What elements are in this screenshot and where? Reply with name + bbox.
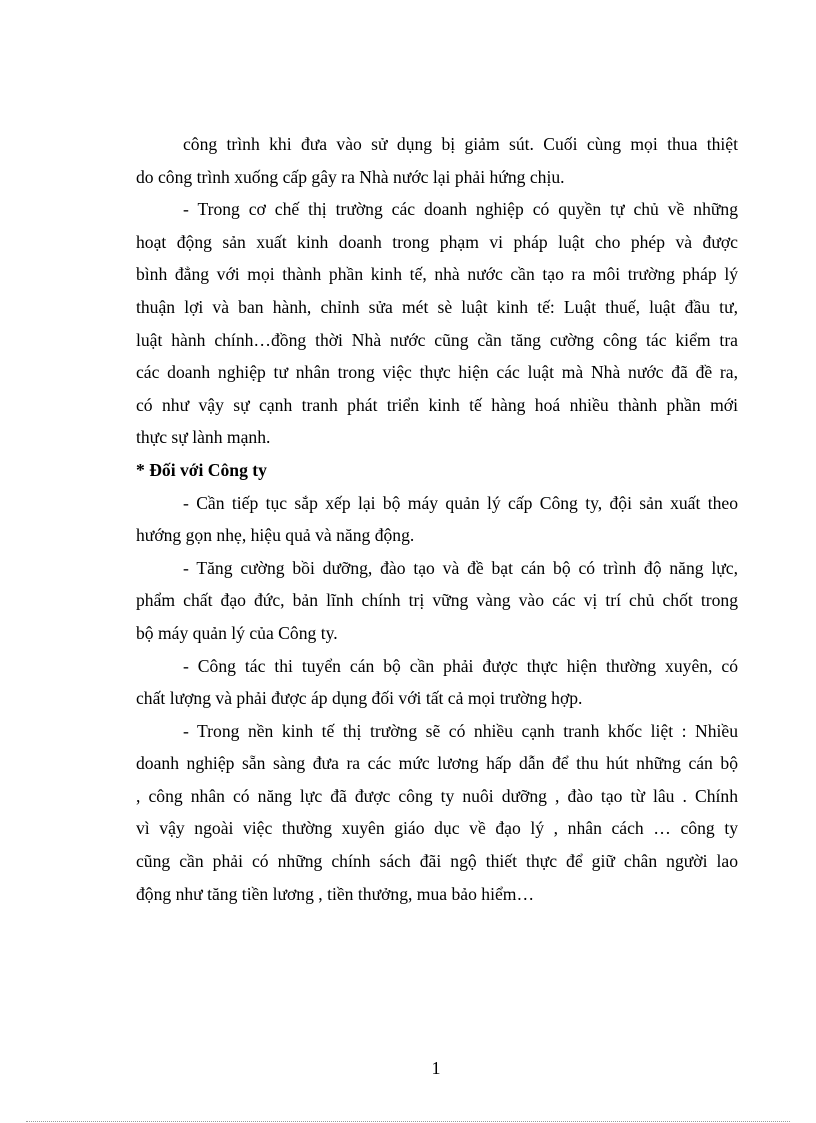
text-line: luật hành chính…đồng thời Nhà nước cũng cần tăng cường công tác kiểm tra: [136, 329, 738, 350]
text-line: - Trong nền kinh tế thị trường sẽ có nhiều cạnh tranh khốc liệt : Nhiều: [183, 720, 738, 741]
text-line: chất lượng và phải được áp dụng đối với tất cả mọi trường hợp.: [136, 688, 583, 709]
paragraph: [136, 487, 738, 552]
text-line: cũng cần phải có những chính sách đãi ngộ thiết thực để giữ chân người lao: [136, 851, 738, 872]
text-line: thực sự lành mạnh.: [136, 427, 271, 448]
footer-divider: [26, 1121, 790, 1122]
text-line: các doanh nghiệp tư nhân trong việc thực hiện các luật mà Nhà nước đã đề ra,: [136, 362, 738, 383]
text-line: doanh nghiệp sẵn sàng đưa ra các mức lương hấp dẫn để thu hút những cán bộ: [136, 753, 738, 774]
paragraph: [136, 715, 738, 911]
text-line: thuận lợi và ban hành, chỉnh sửa mét sè luật kinh tế: Luật thuế, luật đầu tư,: [136, 296, 738, 317]
text-line: bộ máy quản lý của Công ty.: [136, 622, 338, 643]
paragraph: [136, 552, 738, 650]
text-line: có như vậy sự cạnh tranh phát triển kinh tế hàng hoá nhiều thành phần mới: [136, 394, 738, 415]
paragraph: [136, 650, 738, 715]
text-line: công trình khi đưa vào sử dụng bị giảm sút. Cuối cùng mọi thua thiệt: [183, 134, 738, 154]
text-line: hướng gọn nhẹ, hiệu quả và năng động.: [136, 525, 415, 546]
text-line: - Cần tiếp tục sắp xếp lại bộ máy quản lý cấp Công ty, đội sản xuất theo: [183, 492, 738, 513]
paragraph: [136, 193, 738, 454]
text-line: , công nhân có năng lực đã được công ty nuôi dưỡng , đào tạo từ lâu . Chính: [136, 785, 738, 806]
text-line: - Trong cơ chế thị trường các doanh nghiệp có quyền tự chủ về những: [183, 199, 738, 220]
text-line: do công trình xuống cấp gây ra Nhà nước lại phải hứng chịu.: [136, 166, 565, 187]
text-line: vì vậy ngoài việc thường xuyên giáo dục về đạo lý , nhân cách … công ty: [136, 818, 738, 839]
text-line: phẩm chất đạo đức, bản lĩnh chính trị vững vàng vào các vị trí chủ chốt trong: [136, 590, 738, 611]
document-body: [136, 128, 738, 910]
text-line: bình đẳng với mọi thành phần kinh tế, nhà nước cần tạo ra môi trường pháp lý: [136, 264, 738, 285]
text-line: hoạt động sản xuất kinh doanh trong phạm vi pháp luật cho phép và được: [136, 231, 738, 252]
text-line: - Công tác thi tuyển cán bộ cần phải được thực hiện thường xuyên, có: [183, 655, 738, 676]
paragraph: [136, 128, 738, 193]
page-number: 1: [431, 1058, 441, 1078]
text-line: - Tăng cường bồi dưỡng, đào tạo và đề bạt cán bộ có trình độ năng lực,: [183, 557, 738, 578]
section-heading: * Đối với Công ty: [136, 459, 267, 480]
text-line: động như tăng tiền lương , tiền thưởng, mua bảo hiểm…: [136, 883, 535, 904]
